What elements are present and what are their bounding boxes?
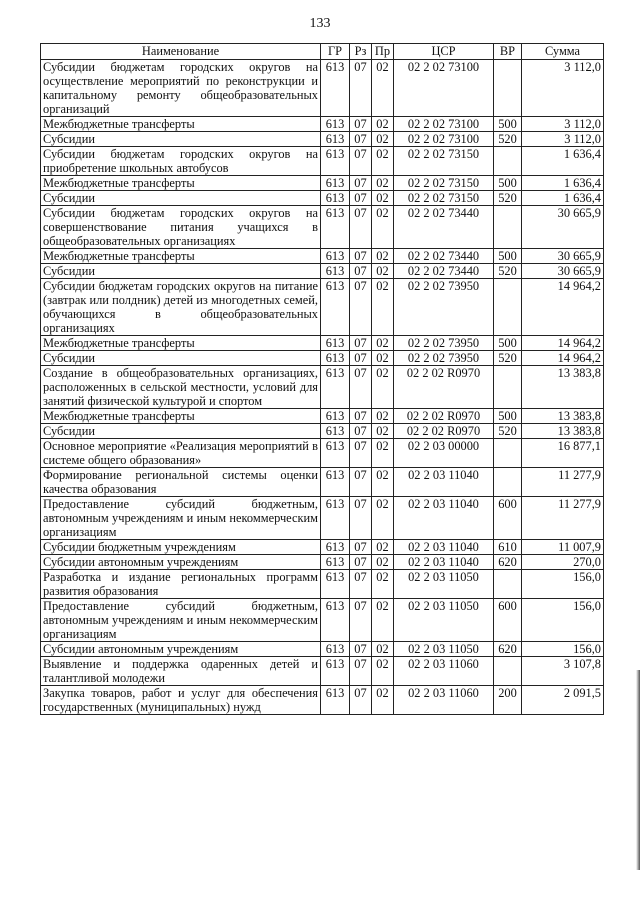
cell-rz: 07 bbox=[350, 117, 372, 132]
cell-gr: 613 bbox=[321, 468, 350, 497]
cell-rz: 07 bbox=[350, 60, 372, 117]
table-row bbox=[41, 117, 604, 132]
cell-sum: 13 383,8 bbox=[522, 366, 604, 409]
cell-rz: 07 bbox=[350, 642, 372, 657]
cell-name: Субсидии автономным учреждениям bbox=[41, 642, 321, 657]
cell-name: Субсидии бюджетам городских округов на приобретение школьных автобусов bbox=[41, 147, 321, 176]
cell-sum: 14 964,2 bbox=[522, 336, 604, 351]
cell-csr: 02 2 02 73950 bbox=[394, 279, 494, 336]
cell-rz: 07 bbox=[350, 409, 372, 424]
cell-sum: 13 383,8 bbox=[522, 409, 604, 424]
cell-sum: 11 007,9 bbox=[522, 540, 604, 555]
cell-vr: 620 bbox=[494, 555, 522, 570]
cell-sum: 1 636,4 bbox=[522, 191, 604, 206]
cell-csr: 02 2 02 73100 bbox=[394, 132, 494, 147]
page-number: 133 bbox=[309, 16, 331, 31]
cell-gr: 613 bbox=[321, 657, 350, 686]
cell-gr: 613 bbox=[321, 540, 350, 555]
table-row bbox=[41, 176, 604, 191]
cell-csr: 02 2 03 11060 bbox=[394, 686, 494, 715]
cell-csr: 02 2 02 73950 bbox=[394, 351, 494, 366]
table-header-row bbox=[41, 44, 604, 60]
cell-sum: 156,0 bbox=[522, 599, 604, 642]
cell-vr: 520 bbox=[494, 264, 522, 279]
cell-pr: 02 bbox=[372, 657, 394, 686]
cell-name: Субсидии bbox=[41, 424, 321, 439]
cell-name: Субсидии бюджетам городских округов на питание (завтрак или полдник) детей из многодетных семей, обучающихся в общеобразовательных организациях bbox=[41, 279, 321, 336]
cell-gr: 613 bbox=[321, 686, 350, 715]
cell-rz: 07 bbox=[350, 366, 372, 409]
cell-name: Межбюджетные трансферты bbox=[41, 336, 321, 351]
cell-pr: 02 bbox=[372, 336, 394, 351]
cell-vr: 600 bbox=[494, 599, 522, 642]
cell-name: Формирование региональной системы оценки качества образования bbox=[41, 468, 321, 497]
cell-pr: 02 bbox=[372, 206, 394, 249]
cell-gr: 613 bbox=[321, 206, 350, 249]
cell-csr: 02 2 02 R0970 bbox=[394, 424, 494, 439]
table-row bbox=[41, 497, 604, 540]
cell-pr: 02 bbox=[372, 497, 394, 540]
cell-rz: 07 bbox=[350, 279, 372, 336]
cell-csr: 02 2 03 11060 bbox=[394, 657, 494, 686]
table-row bbox=[41, 336, 604, 351]
cell-name: Межбюджетные трансферты bbox=[41, 409, 321, 424]
cell-pr: 02 bbox=[372, 132, 394, 147]
cell-sum: 3 107,8 bbox=[522, 657, 604, 686]
cell-pr: 02 bbox=[372, 191, 394, 206]
cell-vr: 500 bbox=[494, 176, 522, 191]
cell-name: Предоставление субсидий бюджетным, автономным учреждениям и иным некоммерческим организациям bbox=[41, 497, 321, 540]
cell-name: Субсидии bbox=[41, 351, 321, 366]
cell-name: Основное мероприятие «Реализация мероприятий в системе общего образования» bbox=[41, 439, 321, 468]
cell-gr: 613 bbox=[321, 351, 350, 366]
cell-name: Субсидии bbox=[41, 264, 321, 279]
cell-name: Создание в общеобразовательных организациях, расположенных в сельской местности, условий для занятий физической культурой и спортом bbox=[41, 366, 321, 409]
cell-pr: 02 bbox=[372, 424, 394, 439]
cell-csr: 02 2 03 11040 bbox=[394, 468, 494, 497]
cell-pr: 02 bbox=[372, 264, 394, 279]
cell-csr: 02 2 03 11040 bbox=[394, 497, 494, 540]
cell-rz: 07 bbox=[350, 176, 372, 191]
table-row bbox=[41, 191, 604, 206]
table-row bbox=[41, 147, 604, 176]
cell-pr: 02 bbox=[372, 366, 394, 409]
cell-vr: 620 bbox=[494, 642, 522, 657]
cell-vr bbox=[494, 570, 522, 599]
cell-pr: 02 bbox=[372, 468, 394, 497]
cell-vr: 610 bbox=[494, 540, 522, 555]
cell-vr bbox=[494, 657, 522, 686]
cell-rz: 07 bbox=[350, 336, 372, 351]
cell-gr: 613 bbox=[321, 132, 350, 147]
cell-vr: 200 bbox=[494, 686, 522, 715]
cell-pr: 02 bbox=[372, 540, 394, 555]
cell-sum: 14 964,2 bbox=[522, 279, 604, 336]
column-header-pr: Пр bbox=[372, 44, 394, 60]
cell-sum: 156,0 bbox=[522, 642, 604, 657]
table-row bbox=[41, 279, 604, 336]
cell-vr: 500 bbox=[494, 117, 522, 132]
table-row bbox=[41, 60, 604, 117]
table-row bbox=[41, 555, 604, 570]
cell-csr: 02 2 02 73100 bbox=[394, 117, 494, 132]
cell-csr: 02 2 02 73440 bbox=[394, 249, 494, 264]
cell-rz: 07 bbox=[350, 264, 372, 279]
budget-table-body bbox=[41, 60, 604, 715]
table-row bbox=[41, 439, 604, 468]
cell-sum: 11 277,9 bbox=[522, 468, 604, 497]
cell-gr: 613 bbox=[321, 249, 350, 264]
cell-name: Межбюджетные трансферты bbox=[41, 176, 321, 191]
column-header-rz: Рз bbox=[350, 44, 372, 60]
cell-rz: 07 bbox=[350, 657, 372, 686]
cell-sum: 30 665,9 bbox=[522, 249, 604, 264]
cell-vr: 500 bbox=[494, 249, 522, 264]
cell-sum: 2 091,5 bbox=[522, 686, 604, 715]
table-row bbox=[41, 249, 604, 264]
table-row bbox=[41, 366, 604, 409]
cell-csr: 02 2 02 73440 bbox=[394, 264, 494, 279]
cell-rz: 07 bbox=[350, 206, 372, 249]
cell-vr bbox=[494, 468, 522, 497]
cell-gr: 613 bbox=[321, 570, 350, 599]
cell-vr: 500 bbox=[494, 409, 522, 424]
cell-pr: 02 bbox=[372, 249, 394, 264]
cell-gr: 613 bbox=[321, 497, 350, 540]
cell-vr: 500 bbox=[494, 336, 522, 351]
cell-pr: 02 bbox=[372, 60, 394, 117]
cell-sum: 14 964,2 bbox=[522, 351, 604, 366]
cell-rz: 07 bbox=[350, 686, 372, 715]
table-row bbox=[41, 599, 604, 642]
cell-vr bbox=[494, 60, 522, 117]
table-row bbox=[41, 468, 604, 497]
cell-csr: 02 2 03 11050 bbox=[394, 642, 494, 657]
cell-name: Межбюджетные трансферты bbox=[41, 249, 321, 264]
cell-rz: 07 bbox=[350, 570, 372, 599]
column-header-vr: ВР bbox=[494, 44, 522, 60]
cell-gr: 613 bbox=[321, 117, 350, 132]
cell-sum: 3 112,0 bbox=[522, 60, 604, 117]
table-row bbox=[41, 686, 604, 715]
cell-name: Выявление и поддержка одаренных детей и талантливой молодежи bbox=[41, 657, 321, 686]
cell-pr: 02 bbox=[372, 555, 394, 570]
cell-vr: 520 bbox=[494, 351, 522, 366]
cell-rz: 07 bbox=[350, 147, 372, 176]
cell-gr: 613 bbox=[321, 176, 350, 191]
cell-sum: 1 636,4 bbox=[522, 176, 604, 191]
scan-edge-shadow bbox=[636, 670, 640, 870]
cell-pr: 02 bbox=[372, 176, 394, 191]
cell-gr: 613 bbox=[321, 336, 350, 351]
cell-pr: 02 bbox=[372, 409, 394, 424]
cell-sum: 3 112,0 bbox=[522, 117, 604, 132]
cell-pr: 02 bbox=[372, 147, 394, 176]
cell-name: Закупка товаров, работ и услуг для обеспечения государственных (муниципальных) нужд bbox=[41, 686, 321, 715]
cell-name: Предоставление субсидий бюджетным, автономным учреждениям и иным некоммерческим организациям bbox=[41, 599, 321, 642]
cell-sum: 13 383,8 bbox=[522, 424, 604, 439]
table-row bbox=[41, 206, 604, 249]
cell-rz: 07 bbox=[350, 468, 372, 497]
table-row bbox=[41, 570, 604, 599]
cell-csr: 02 2 02 R0970 bbox=[394, 366, 494, 409]
cell-vr bbox=[494, 366, 522, 409]
cell-name: Субсидии бюджетам городских округов на совершенствование питания учащихся в общеобразовательных организациях bbox=[41, 206, 321, 249]
cell-gr: 613 bbox=[321, 191, 350, 206]
cell-pr: 02 bbox=[372, 351, 394, 366]
cell-gr: 613 bbox=[321, 147, 350, 176]
cell-name: Субсидии бюджетным учреждениям bbox=[41, 540, 321, 555]
cell-pr: 02 bbox=[372, 599, 394, 642]
cell-csr: 02 2 02 73150 bbox=[394, 191, 494, 206]
cell-rz: 07 bbox=[350, 439, 372, 468]
cell-csr: 02 2 02 73950 bbox=[394, 336, 494, 351]
cell-name: Субсидии bbox=[41, 191, 321, 206]
column-header-sum: Сумма bbox=[522, 44, 604, 60]
cell-rz: 07 bbox=[350, 555, 372, 570]
cell-vr bbox=[494, 147, 522, 176]
cell-csr: 02 2 02 73150 bbox=[394, 176, 494, 191]
cell-csr: 02 2 02 R0970 bbox=[394, 409, 494, 424]
cell-gr: 613 bbox=[321, 642, 350, 657]
cell-name: Субсидии автономным учреждениям bbox=[41, 555, 321, 570]
column-header-csr: ЦСР bbox=[394, 44, 494, 60]
table-row bbox=[41, 657, 604, 686]
cell-gr: 613 bbox=[321, 409, 350, 424]
cell-rz: 07 bbox=[350, 424, 372, 439]
cell-csr: 02 2 03 11040 bbox=[394, 540, 494, 555]
cell-vr bbox=[494, 439, 522, 468]
table-row bbox=[41, 424, 604, 439]
cell-sum: 30 665,9 bbox=[522, 206, 604, 249]
cell-rz: 07 bbox=[350, 191, 372, 206]
cell-rz: 07 bbox=[350, 351, 372, 366]
cell-name: Разработка и издание региональных программ развития образования bbox=[41, 570, 321, 599]
cell-sum: 16 877,1 bbox=[522, 439, 604, 468]
cell-pr: 02 bbox=[372, 279, 394, 336]
column-header-gr: ГР bbox=[321, 44, 350, 60]
cell-csr: 02 2 03 11050 bbox=[394, 570, 494, 599]
cell-gr: 613 bbox=[321, 424, 350, 439]
cell-rz: 07 bbox=[350, 132, 372, 147]
cell-pr: 02 bbox=[372, 117, 394, 132]
cell-csr: 02 2 02 73100 bbox=[394, 60, 494, 117]
cell-rz: 07 bbox=[350, 497, 372, 540]
cell-gr: 613 bbox=[321, 264, 350, 279]
cell-gr: 613 bbox=[321, 439, 350, 468]
table-row bbox=[41, 409, 604, 424]
table-row bbox=[41, 540, 604, 555]
cell-csr: 02 2 03 00000 bbox=[394, 439, 494, 468]
cell-vr: 520 bbox=[494, 191, 522, 206]
cell-sum: 1 636,4 bbox=[522, 147, 604, 176]
cell-name: Межбюджетные трансферты bbox=[41, 117, 321, 132]
table-row bbox=[41, 642, 604, 657]
cell-vr bbox=[494, 279, 522, 336]
cell-pr: 02 bbox=[372, 686, 394, 715]
cell-sum: 3 112,0 bbox=[522, 132, 604, 147]
cell-sum: 11 277,9 bbox=[522, 497, 604, 540]
cell-csr: 02 2 02 73440 bbox=[394, 206, 494, 249]
cell-pr: 02 bbox=[372, 570, 394, 599]
cell-csr: 02 2 02 73150 bbox=[394, 147, 494, 176]
cell-gr: 613 bbox=[321, 555, 350, 570]
cell-vr: 520 bbox=[494, 424, 522, 439]
cell-sum: 30 665,9 bbox=[522, 264, 604, 279]
table-row bbox=[41, 351, 604, 366]
table-row bbox=[41, 264, 604, 279]
cell-gr: 613 bbox=[321, 60, 350, 117]
cell-pr: 02 bbox=[372, 642, 394, 657]
table-row bbox=[41, 132, 604, 147]
cell-rz: 07 bbox=[350, 599, 372, 642]
budget-table bbox=[40, 43, 604, 715]
cell-csr: 02 2 03 11040 bbox=[394, 555, 494, 570]
column-header-name: Наименование bbox=[41, 44, 321, 60]
cell-gr: 613 bbox=[321, 366, 350, 409]
cell-name: Субсидии бюджетам городских округов на осуществление мероприятий по реконструкции и капитальному ремонту общеобразовательных организаций bbox=[41, 60, 321, 117]
cell-vr: 600 bbox=[494, 497, 522, 540]
cell-pr: 02 bbox=[372, 439, 394, 468]
cell-sum: 156,0 bbox=[522, 570, 604, 599]
cell-vr bbox=[494, 206, 522, 249]
cell-sum: 270,0 bbox=[522, 555, 604, 570]
cell-vr: 520 bbox=[494, 132, 522, 147]
cell-name: Субсидии bbox=[41, 132, 321, 147]
cell-gr: 613 bbox=[321, 279, 350, 336]
cell-gr: 613 bbox=[321, 599, 350, 642]
cell-csr: 02 2 03 11050 bbox=[394, 599, 494, 642]
cell-rz: 07 bbox=[350, 540, 372, 555]
cell-rz: 07 bbox=[350, 249, 372, 264]
